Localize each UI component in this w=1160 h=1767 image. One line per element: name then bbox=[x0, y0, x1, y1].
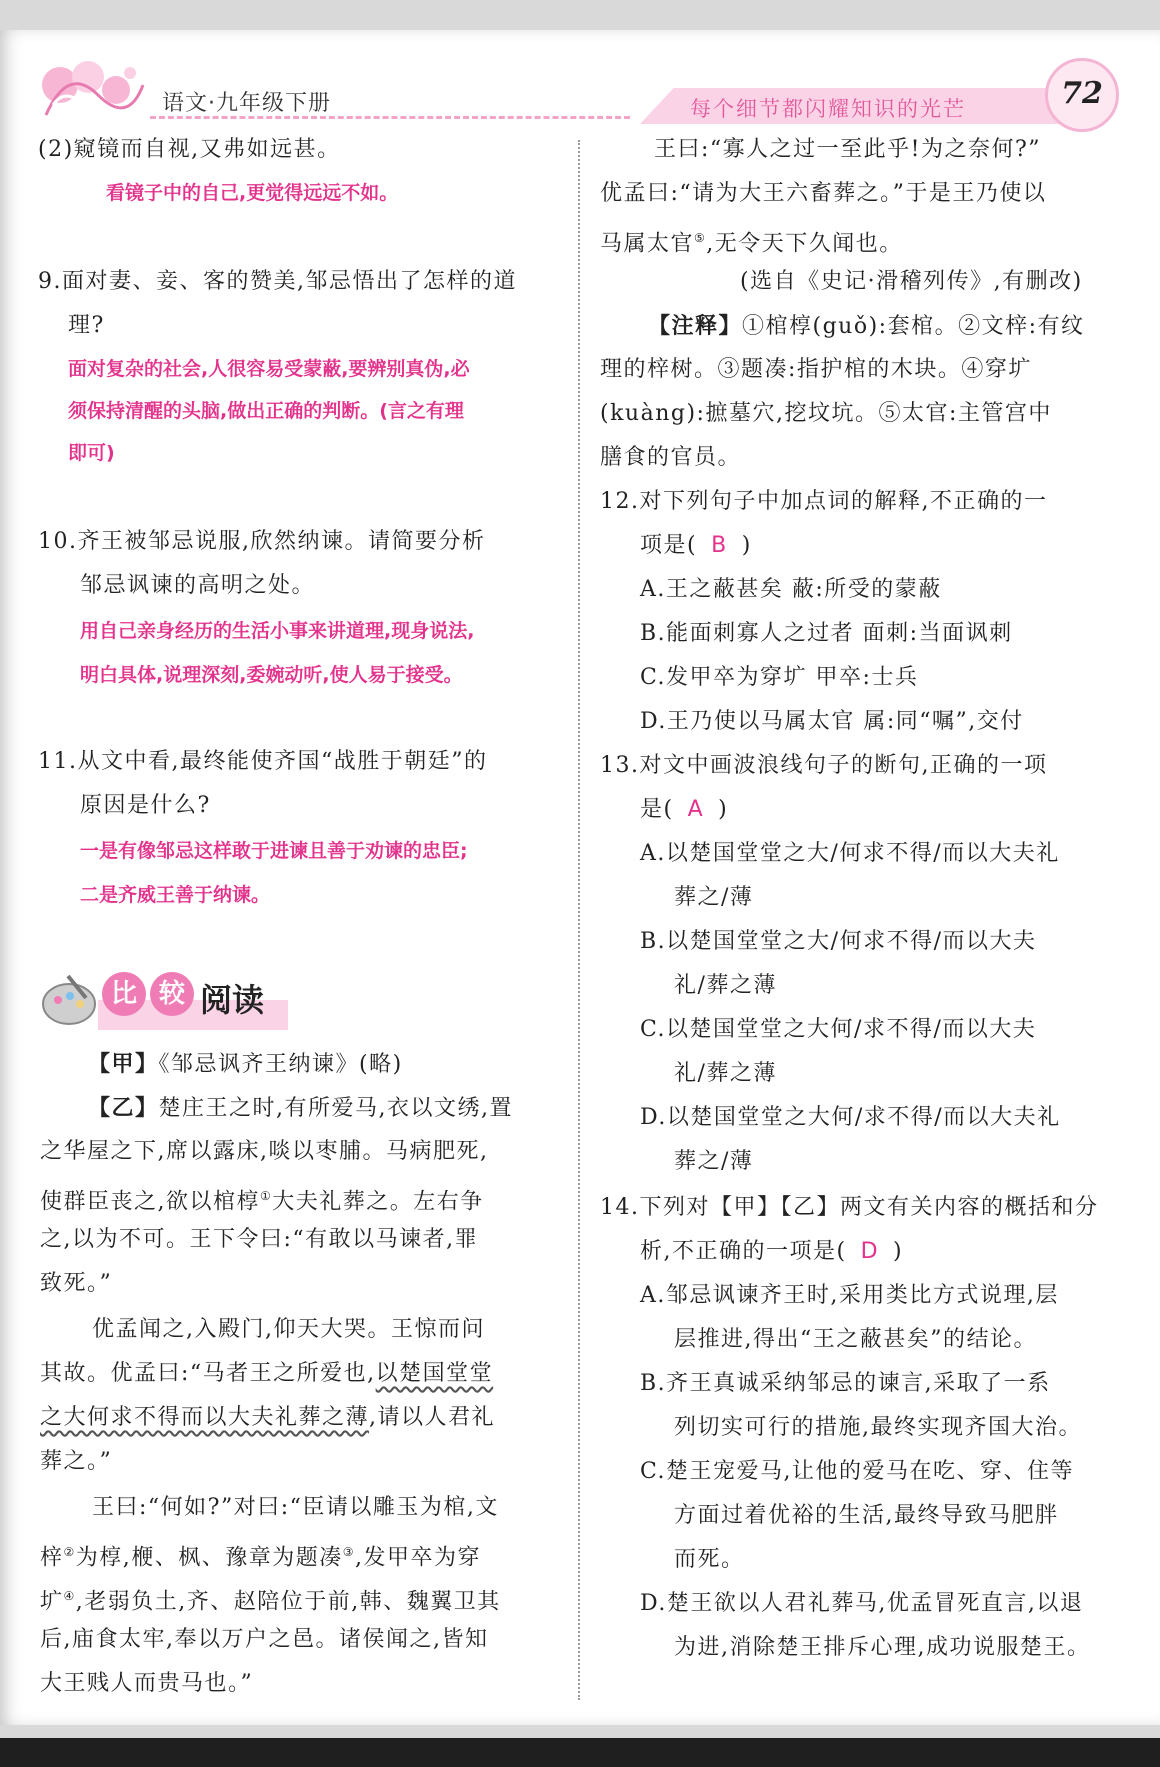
passage-yi-p3-line2 bbox=[40, 1538, 481, 1572]
q13-line2-text: 是( bbox=[640, 797, 674, 822]
q12-option-a: A.王之蔽甚矣 蔽:所受的蒙蔽 bbox=[640, 577, 942, 602]
q9-line1: 9.面对妻、妾、客的赞美,邹忌悟出了怎样的道 bbox=[38, 269, 517, 294]
q9-answer-line1: 面对复杂的社会,人很容易受蒙蔽,要辨别真伪,必 bbox=[68, 358, 470, 380]
header-subject: 语文·九年级下册 bbox=[162, 91, 331, 116]
yi-line3a: 使群臣丧之,欲以棺椁 bbox=[40, 1189, 260, 1215]
yi-r3b: ,无令天下久闻也。 bbox=[706, 231, 903, 257]
q13-close: ) bbox=[718, 797, 729, 822]
q11-line1: 11.从文中看,最终能使齐国“战胜于朝廷”的 bbox=[38, 749, 488, 774]
q14-option-c-line2: 方面过着优裕的生活,最终导致马肥胖 bbox=[674, 1503, 1059, 1528]
q9-answer-line2: 须保持清醒的头脑,做出正确的判断。(言之有理 bbox=[68, 400, 464, 422]
q12-answer: B bbox=[711, 533, 728, 558]
footnote-mark-4: ④ bbox=[63, 1589, 76, 1603]
q11-line2: 原因是什么? bbox=[80, 793, 211, 818]
q10-line1: 10.齐王被邹忌说服,欣然纳谏。请简要分析 bbox=[38, 529, 486, 554]
footnote-mark-1: ① bbox=[260, 1189, 273, 1203]
q14-option-a-line1: A.邹忌讽谏齐王时,采用类比方式说理,层 bbox=[640, 1283, 1059, 1308]
q12-option-d: D.王乃使以马属太官 属:同“嘱”,交付 bbox=[640, 709, 1024, 734]
header-slogan: 每个细节都闪耀知识的光芒 bbox=[690, 97, 966, 121]
q13-answer: A bbox=[687, 797, 705, 822]
notes-line1-text: ①棺椁(guǒ):套棺。②文梓:有纹 bbox=[742, 314, 1085, 339]
passage-yi-line4: 之,以为不可。王下令曰:“有敢以马谏者,罪 bbox=[40, 1227, 479, 1252]
q10-answer-line1: 用自己亲身经历的生活小事来讲道理,现身说法, bbox=[80, 620, 475, 642]
q9-line2: 理? bbox=[68, 313, 105, 338]
q12-option-c: C.发甲卒为穿圹 甲卒:士兵 bbox=[640, 665, 919, 690]
q14-option-d-line1: D.楚王欲以人君礼葬马,优孟冒死直言,以退 bbox=[640, 1591, 1084, 1616]
passage-yi-r3 bbox=[600, 224, 903, 258]
jia-text: 《邹忌讽齐王纳谏》(略) bbox=[158, 1052, 403, 1077]
footnote-mark-3: ③ bbox=[342, 1545, 356, 1559]
wavy-sentence-part1: 以楚国堂堂 bbox=[375, 1361, 494, 1386]
q9-answer-line3: 即可) bbox=[68, 442, 115, 464]
passage-yi-p3-line3 bbox=[40, 1582, 501, 1616]
q11-answer-line1: 一是有像邹忌这样敢于进谏且善于劝谏的忠臣; bbox=[80, 840, 468, 862]
header-dashed-line bbox=[150, 116, 630, 119]
yi-p3-line3b: ,老弱负土,齐、赵陪位于前,韩、魏翼卫其 bbox=[75, 1589, 501, 1615]
passage-yi-p2-line3 bbox=[40, 1404, 495, 1432]
passage-yi-r2: 优孟曰:“请为大王六畜葬之。”于是王乃使以 bbox=[600, 181, 1047, 206]
passage-yi-line3 bbox=[40, 1182, 484, 1216]
q13-option-b-line1: B.以楚国堂堂之大/何求不得/而以大夫 bbox=[640, 929, 1037, 954]
passage-yi-p2-line4: 葬之。” bbox=[40, 1449, 113, 1474]
footnote-mark-2: ② bbox=[63, 1545, 76, 1559]
passage-yi-p2-line1: 优孟闻之,入殿门,仰天大哭。王惊而问 bbox=[92, 1317, 485, 1342]
q14-option-b-line1: B.齐王真诚采纳邹忌的谏言,采取了一系 bbox=[640, 1371, 1051, 1396]
q13-line2 bbox=[640, 796, 728, 824]
q11-answer-line2: 二是齐威王善于纳谏。 bbox=[80, 884, 271, 906]
q13-option-c-line1: C.以楚国堂堂之大何/求不得/而以大夫 bbox=[640, 1017, 1037, 1042]
q14-line2 bbox=[640, 1238, 903, 1266]
passage-source: (选自《史记·滑稽列传》,有删改) bbox=[740, 269, 1083, 294]
yi-r3a: 马属太官 bbox=[600, 231, 695, 257]
q14-option-c-line1: C.楚王宠爱马,让他的爱马在吃、穿、住等 bbox=[640, 1459, 1075, 1484]
passage-yi-p3-line4: 后,庙食太牢,奉以万户之邑。诸侯闻之,皆知 bbox=[40, 1627, 489, 1652]
jia-tag: 【甲】 bbox=[88, 1051, 159, 1077]
q8-part2-answer: 看镜子中的自己,更觉得远远不如。 bbox=[106, 182, 399, 204]
q12-line2-text: 项是( bbox=[640, 533, 698, 558]
q14-line1: 14.下列对【甲】【乙】两文有关内容的概括和分 bbox=[600, 1195, 1099, 1220]
section-title: 阅读 bbox=[200, 981, 265, 1019]
yi-p3-line3a: 圹 bbox=[40, 1589, 64, 1615]
q14-close: ) bbox=[893, 1239, 904, 1264]
q12-line2 bbox=[640, 532, 752, 560]
passage-yi-line1 bbox=[88, 1094, 513, 1123]
yi-p2-line2a: 其故。优孟曰:“马者王之所爱也, bbox=[40, 1361, 376, 1386]
q8-part2: (2)窥镜而自视,又弗如远甚。 bbox=[38, 137, 341, 162]
passage-yi-p3-line5: 大王贱人而贵马也。” bbox=[40, 1671, 254, 1696]
notes-line3: (kuàng):摭墓穴,挖坟坑。⑤太官:主管宫中 bbox=[600, 401, 1052, 426]
q13-option-d-line2: 葬之/薄 bbox=[674, 1149, 754, 1174]
yi-line3b: 大夫礼葬之。左右争 bbox=[272, 1189, 484, 1215]
section-char-1: 比 bbox=[102, 972, 146, 1016]
q12-line1: 12.对下列句子中加点词的解释,不正确的一 bbox=[600, 489, 1048, 514]
q10-line2: 邹忌讽谏的高明之处。 bbox=[80, 573, 316, 598]
q10-answer-line2: 明白具体,说理深刻,委婉动听,使人易于接受。 bbox=[80, 664, 463, 686]
q13-option-a-line2: 葬之/薄 bbox=[674, 885, 754, 910]
q14-line2-text: 析,不正确的一项是( bbox=[640, 1239, 847, 1264]
yi-p3-line2c: ,发甲卒为穿 bbox=[355, 1545, 482, 1571]
column-divider bbox=[578, 140, 580, 1700]
bottom-bar bbox=[0, 1738, 1160, 1767]
q14-option-c-line3: 而死。 bbox=[674, 1547, 745, 1572]
passage-yi-line2: 之华屋之下,席以露床,啖以枣脯。马病肥死, bbox=[40, 1139, 489, 1164]
footnote-mark-5: ⑤ bbox=[694, 231, 707, 245]
q14-answer: D bbox=[860, 1239, 880, 1264]
q12-option-b: B.能面刺寡人之过者 面刺:当面讽刺 bbox=[640, 621, 1013, 646]
yi-line1-text: 楚庄王之时,有所爱马,衣以文绣,置 bbox=[158, 1096, 513, 1121]
passage-yi-line5: 致死。” bbox=[40, 1271, 113, 1296]
passage-jia bbox=[88, 1050, 403, 1079]
passage-yi-p2-line2 bbox=[40, 1360, 493, 1388]
q13-option-c-line2: 礼/葬之薄 bbox=[674, 1061, 777, 1086]
yi-p3-line2a: 梓 bbox=[40, 1545, 64, 1571]
palette-icon bbox=[38, 968, 100, 1030]
q13-option-a-line1: A.以楚国堂堂之大/何求不得/而以大夫礼 bbox=[640, 841, 1060, 866]
page-number: 72 bbox=[1045, 58, 1119, 132]
passage-yi-p3-line1: 王曰:“何如?”对曰:“臣请以雕玉为棺,文 bbox=[92, 1495, 499, 1520]
yi-p2-line3b: ,请以人君礼 bbox=[369, 1405, 496, 1430]
q14-option-a-line2: 层推进,得出“王之蔽甚矣”的结论。 bbox=[674, 1327, 1037, 1352]
yi-p3-line2b: 为椁,楩、枫、豫章为题凑 bbox=[75, 1545, 343, 1571]
passage-yi-r1: 王曰:“寡人之过一至此乎!为之奈何?” bbox=[654, 137, 1042, 162]
q14-option-d-line2: 为进,消除楚王排斥心理,成功说服楚王。 bbox=[674, 1635, 1091, 1660]
section-char-2: 较 bbox=[150, 972, 194, 1016]
floral-ornament-icon bbox=[38, 55, 148, 125]
notes-line4: 膳食的官员。 bbox=[600, 445, 742, 470]
q13-option-b-line2: 礼/葬之薄 bbox=[674, 973, 777, 998]
notes-line2: 理的梓树。③题凑:指护棺的木块。④穿圹 bbox=[600, 357, 1032, 382]
notes-line1 bbox=[648, 312, 1085, 341]
notes-tag: 【注释】 bbox=[648, 313, 743, 339]
q14-option-b-line2: 列切实可行的措施,最终实现齐国大治。 bbox=[674, 1415, 1082, 1440]
wavy-sentence-part2: 之大何求不得而以大夫礼葬之薄 bbox=[40, 1405, 370, 1430]
yi-tag: 【乙】 bbox=[88, 1095, 159, 1121]
q13-option-d-line1: D.以楚国堂堂之大何/求不得/而以大夫礼 bbox=[640, 1105, 1061, 1130]
q12-close: ) bbox=[741, 533, 752, 558]
q13-line1: 13.对文中画波浪线句子的断句,正确的一项 bbox=[600, 753, 1048, 778]
